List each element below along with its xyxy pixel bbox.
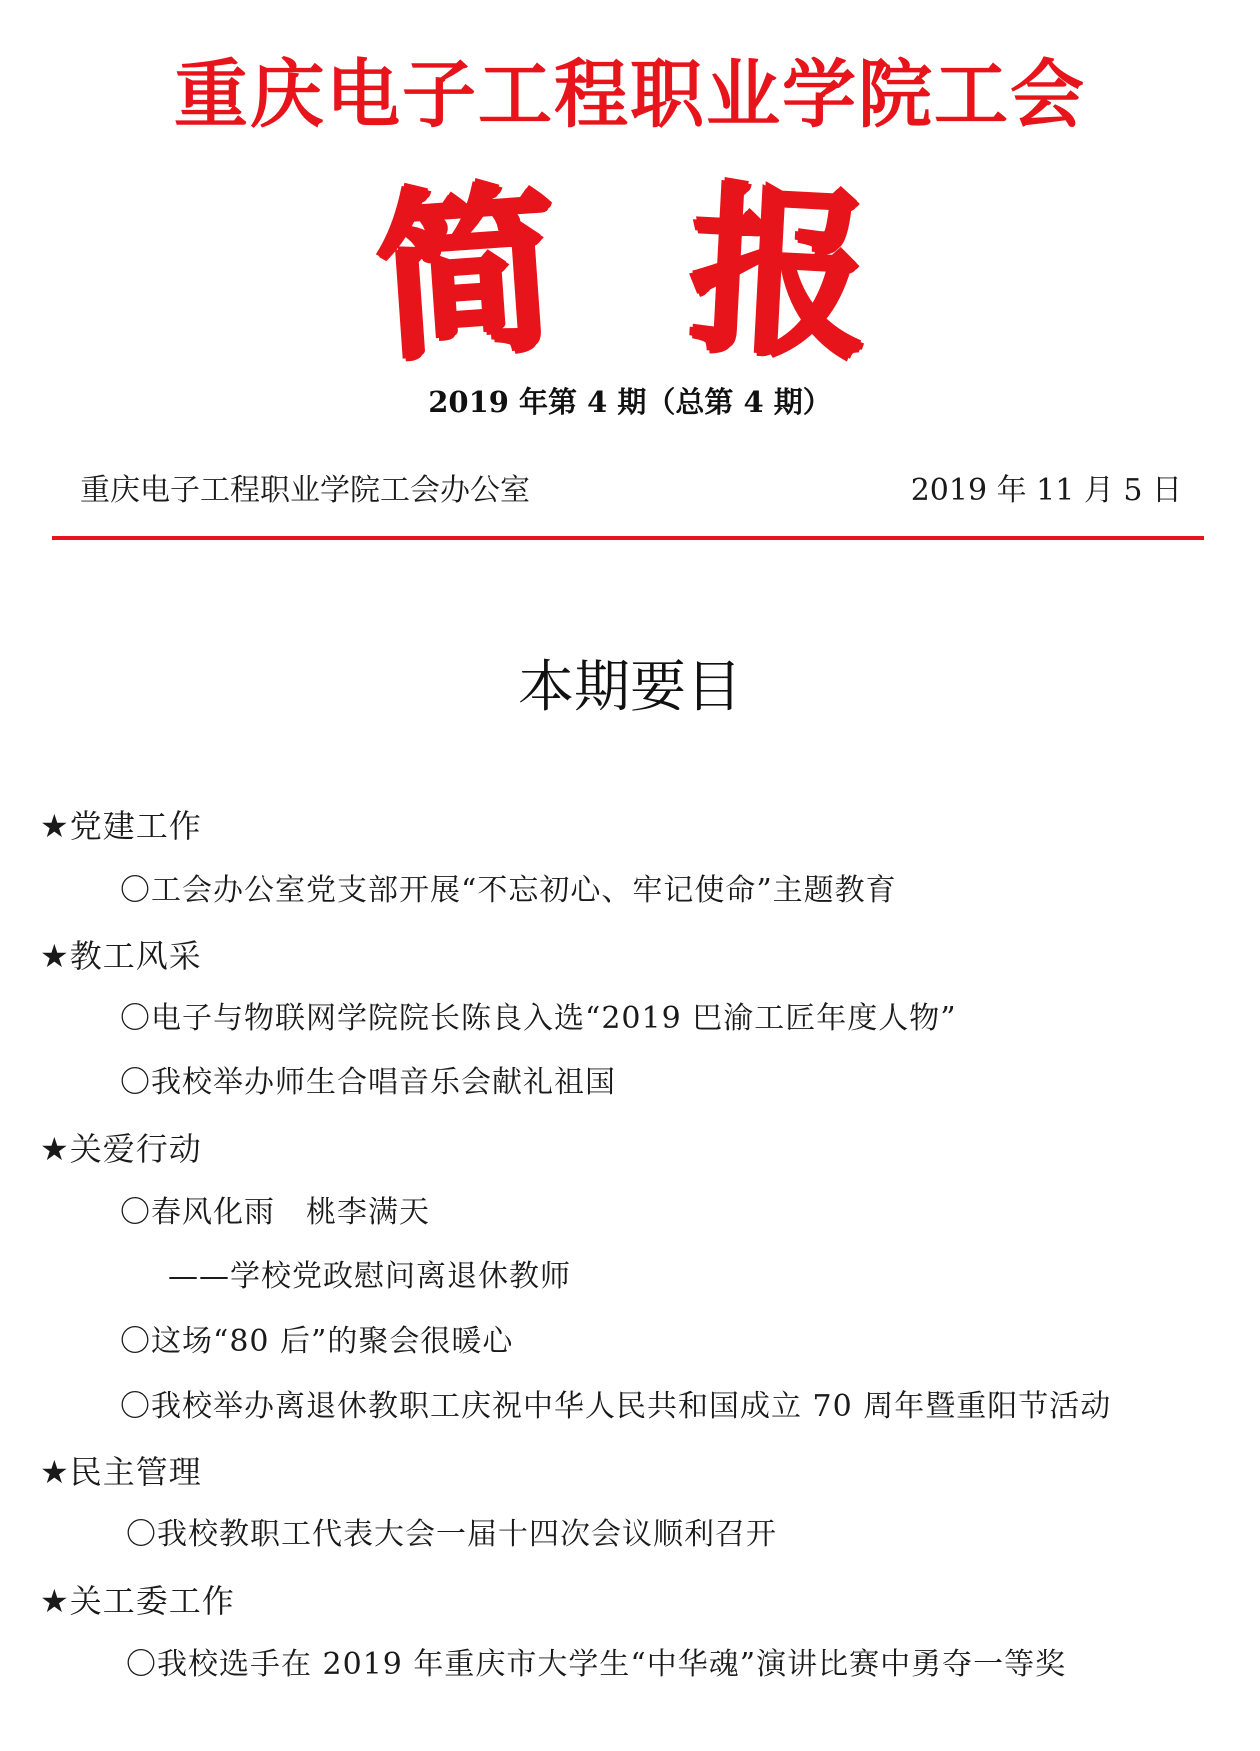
item-label: 我校教职工代表大会一届十四次会议顺利召开 (157, 1517, 777, 1552)
issue-date: 2019 年 11 月 5 日 (910, 473, 1182, 508)
toc-item[interactable] (126, 1647, 1067, 1682)
toc-item[interactable] (120, 1065, 616, 1100)
toc-category (40, 1453, 202, 1491)
item-label: 电子与物联网学院院长陈良入选“2019 巴渝工匠年度人物” (151, 1001, 957, 1036)
star-icon: ★ (40, 1130, 70, 1168)
toc-item[interactable] (120, 1324, 514, 1359)
circle-icon: 〇 (120, 1001, 151, 1036)
circle-icon: 〇 (120, 1389, 151, 1424)
masthead-char-jian: 简 (370, 162, 565, 387)
toc-category (40, 807, 202, 845)
star-icon: ★ (40, 937, 70, 975)
circle-icon: 〇 (120, 1195, 151, 1230)
contents-heading: 本期要目 (518, 655, 742, 720)
item-label: 春风化雨 桃李满天 (151, 1195, 430, 1230)
red-divider (52, 536, 1204, 540)
circle-icon: 〇 (120, 1324, 151, 1359)
category-label: 教工风采 (69, 937, 202, 975)
item-label: 这场“80 后”的聚会很暖心 (151, 1324, 514, 1359)
toc-item[interactable] (120, 1001, 957, 1036)
category-label: 党建工作 (69, 807, 202, 845)
item-label: 工会办公室党支部开展“不忘初心、牢记使命”主题教育 (151, 873, 897, 908)
toc-category (40, 1582, 235, 1620)
issuing-office: 重庆电子工程职业学院工会办公室 (80, 473, 530, 508)
star-icon: ★ (40, 1453, 70, 1491)
toc-category (40, 1130, 202, 1168)
toc-item[interactable] (126, 1517, 777, 1552)
organization-title: 重庆电子工程职业学院工会 (174, 52, 1086, 138)
item-label: 我校选手在 2019 年重庆市大学生“中华魂”演讲比赛中勇夺一等奖 (157, 1647, 1067, 1682)
toc-item[interactable] (120, 1389, 1112, 1424)
circle-icon: 〇 (120, 1065, 151, 1100)
circle-icon: 〇 (126, 1647, 157, 1682)
toc-item[interactable] (120, 1195, 430, 1230)
toc-category (40, 937, 202, 975)
toc-item-subtitle: ——学校党政慰问离退休教师 (168, 1259, 571, 1294)
star-icon: ★ (40, 807, 70, 845)
category-label: 关工委工作 (69, 1582, 235, 1620)
star-icon: ★ (40, 1582, 70, 1620)
toc-item[interactable] (120, 873, 897, 908)
item-label: 我校举办离退休教职工庆祝中华人民共和国成立 70 周年暨重阳节活动 (151, 1389, 1112, 1424)
masthead-char-bao: 报 (684, 164, 876, 385)
circle-icon: 〇 (120, 873, 151, 908)
item-label: 我校举办师生合唱音乐会献礼祖国 (151, 1065, 616, 1100)
category-label: 关爱行动 (69, 1130, 202, 1168)
category-label: 民主管理 (69, 1453, 202, 1491)
issue-number: 2019 年第 4 期（总第 4 期） (428, 385, 832, 419)
circle-icon: 〇 (126, 1517, 157, 1552)
